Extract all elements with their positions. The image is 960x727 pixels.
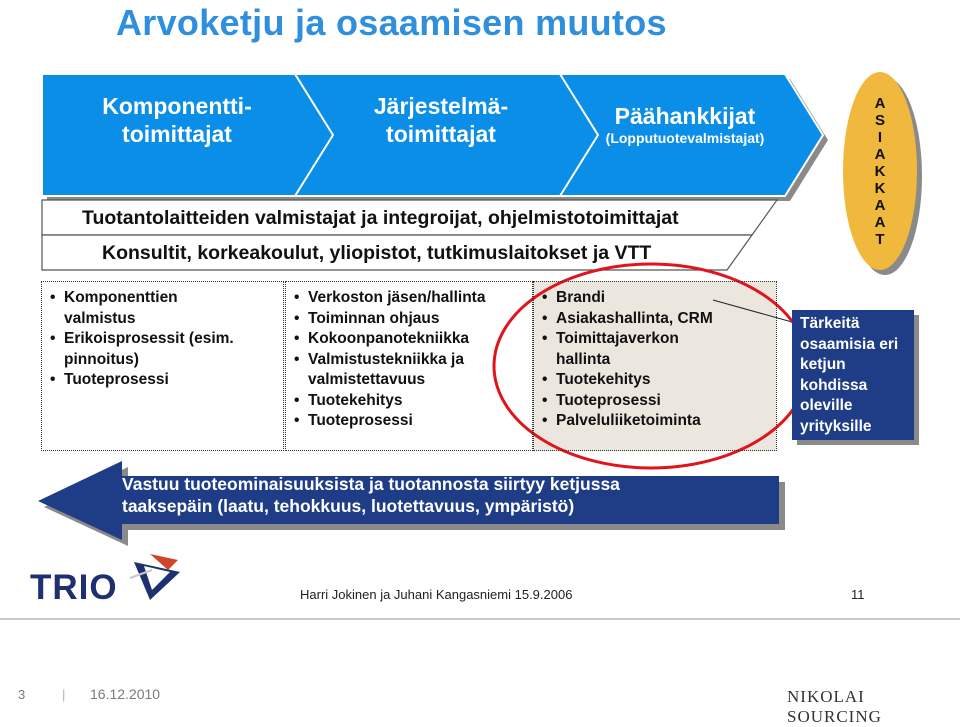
footer-separator: |	[62, 687, 66, 702]
column-paahankkijat	[533, 281, 777, 451]
list-item: • Erikoisprosessit (esim. pinnoitus)	[42, 329, 234, 370]
list-item: • Kokoonpanotekniikka	[286, 329, 532, 350]
chevron-label-komponentti: Komponentti- toimittajat	[102, 93, 252, 147]
list-item: • Brandi	[534, 288, 776, 309]
list-item: • Asiakashallinta, CRM	[534, 309, 776, 330]
list-item: • Toimittajaverkon hallinta	[534, 329, 726, 370]
band-text-1: Tuotantolaitteiden valmistajat ja integroijat, ohjelmistotoimittajat	[82, 207, 679, 229]
list-item: • Tuoteprosessi	[286, 411, 532, 432]
list-item: • Valmistustekniikka ja valmistettavuus	[286, 350, 508, 391]
column-jarjestelma	[285, 281, 533, 451]
slide-number: 11	[851, 587, 865, 602]
list-item: • Komponenttien valmistus	[42, 288, 224, 329]
list-item: • Verkoston jäsen/hallinta	[286, 288, 532, 309]
nikolai-sourcing-logo: NIKOLAI SOURCING	[787, 687, 882, 726]
chevron-sublabel: (Lopputuotevalmistajat)	[605, 130, 765, 146]
footer-date: 16.12.2010	[90, 686, 161, 702]
list-item: • Tuotekehitys	[286, 391, 532, 412]
list-item: • Palveluliiketoiminta	[534, 411, 776, 432]
page-number: 3	[18, 687, 26, 702]
chevron-label-paahankkijat: Päähankkijat (Lopputuotevalmistajat)	[580, 102, 790, 146]
slide-credit: Harri Jokinen ja Juhani Kangasniemi 15.9.2006	[300, 587, 573, 602]
column-komponentti	[41, 281, 284, 451]
slide-title: Arvoketju ja osaamisen muutos	[116, 2, 667, 43]
responsibility-arrow-text: Vastuu tuoteominaisuuksista ja tuotannosta siirtyy ketjussa taaksepäin (laatu, tehokkuus, luotettavuus, ympäristö)	[122, 474, 620, 516]
important-skills-box	[792, 310, 914, 440]
asiakkaat-ellipse: A S I A K K A A T	[843, 72, 917, 270]
important-skills-text: Tärkeitä osaamisia eri ketjun kohdissa oleville yrityksille	[800, 315, 899, 435]
list-item: • Toiminnan ohjaus	[286, 309, 532, 330]
band-text-2: Konsultit, korkeakoulut, yliopistot, tutkimuslaitokset ja VTT	[102, 242, 652, 264]
trio-logo: TRIO	[30, 568, 118, 607]
chevron-label-jarjestelma: Järjestelmä- toimittajat	[373, 93, 509, 147]
list-item: • Tuoteprosessi	[42, 370, 283, 391]
list-item: • Tuoteprosessi	[534, 391, 776, 412]
divider	[0, 618, 960, 620]
list-item: • Tuotekehitys	[534, 370, 776, 391]
